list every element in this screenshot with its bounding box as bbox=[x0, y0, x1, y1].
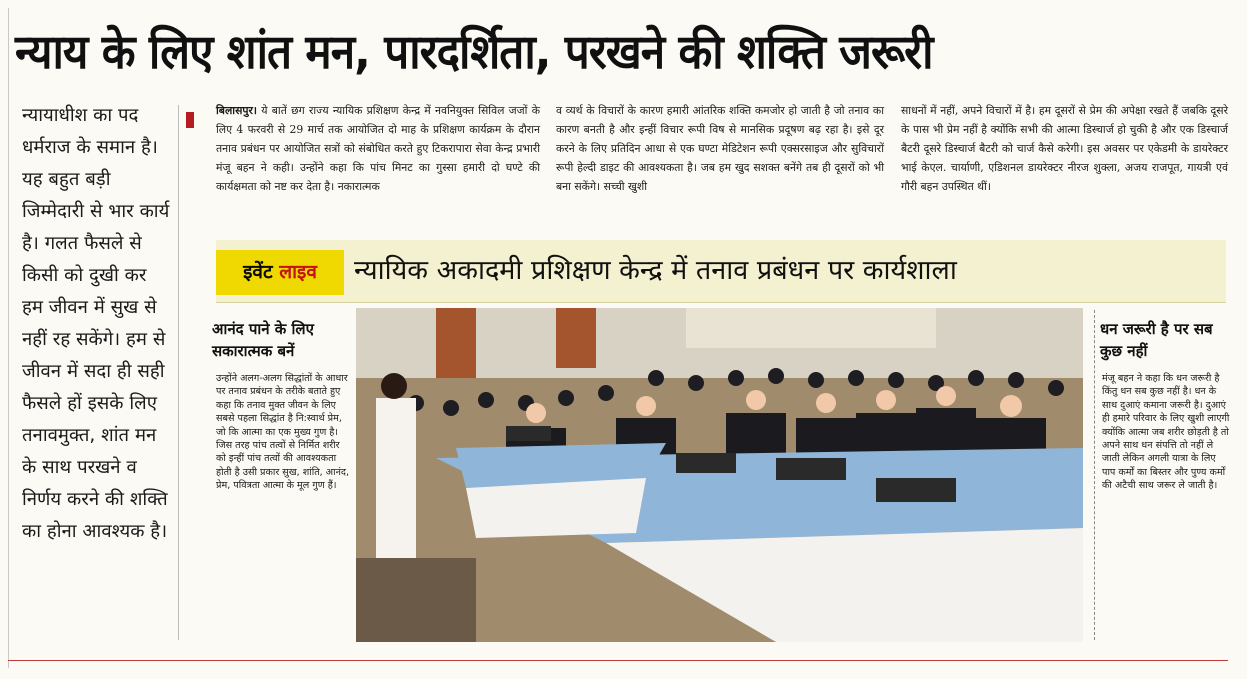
left-box-heading: आनंद पाने के लिए सकारात्मक बनें bbox=[212, 320, 314, 360]
right-box-heading: धन जरूरी है पर सब कुछ नहीं bbox=[1100, 320, 1213, 360]
dateline: बिलासपुर। bbox=[216, 104, 258, 117]
bottom-rule bbox=[8, 660, 1228, 661]
article-column-2: व व्यर्थ के विचारों के कारण हमारी आंतरिक शक्ति कमजोर हो जाती है जो तनाव का कारण बनती है और इन्हीं विचार रूपी विष से मानसिक प्रदूषण बढ़ रहा है। इसे दूर करने के लिए प्रतिदिन आधा से एक घण्टा मेडिटेशन रूपी एक्सरसाइज और सुविचारों रूपी हेल्दी डाइट की आवश्यकता है। जब हम खुद सशक्त बनेंगे तब ही दूसरों को भी बना सकेंगे। सच्ची खुशी bbox=[556, 104, 884, 193]
tag-live: लाइव bbox=[279, 261, 317, 283]
article-column-1 bbox=[216, 101, 540, 196]
event-live-tag bbox=[216, 250, 344, 295]
article-col1-text: ये बातें छग राज्य न्यायिक प्रशिक्षण केन्द्र में नवनियुक्त सिविल जजों के लिए 4 फरवरी से 29 मार्च तक आयोजित दो माह के प्रशिक्षण कार्यक्रम के दौरान तनाव प्रबंधन पर आयोजित सत्रों को संबोधित करते हुए टिकरापारा सेवा केन्द्र प्रभारी मंजू बहन ने कही। उन्होंने कहा कि पांच मिनट का गुस्सा हमारी दो घण्टे की कार्यक्षमता को नष्ट कर देता है। नकारात्मक bbox=[216, 104, 540, 193]
banner-title: न्यायिक अकादमी प्रशिक्षण केन्द्र में तनाव प्रबंधन पर कार्यशाला bbox=[354, 255, 957, 286]
training-session-photo bbox=[356, 308, 1083, 642]
page-edge-line bbox=[8, 8, 9, 668]
photo-illustration bbox=[356, 308, 1083, 642]
headline: न्याय के लिए शांत मन, पारदर्शिता, परखने की शक्ति जरूरी bbox=[15, 24, 933, 80]
left-box-text: उन्होंने अलग-अलग सिद्धांतों के आधार पर तनाव प्रबंधन के तरीके बताते हुए कहा कि तनाव मुक्त जीवन के लिए सबसे पहला सिद्धांत है नि:स्वार्थ प्रेम, जो कि आत्मा का एक मुख्य गुण है। जिस तरह पांच तत्वों से निर्मित शरीर को इन्हीं पांच तत्वों की आवश्यकता होती है उसी प्रकार सुख, शांति, आनंद, प्रेम, पवित्रता आत्मा के मूल गुण हैं। bbox=[216, 373, 350, 492]
right-box-text: मंजू बहन ने कहा कि धन जरूरी है किंतु धन सब कुछ नहीं है। धन के साथ दुआएं कमाना जरूरी है। दुआएं ही हमारे परिवार के लिए खुशी लाएगी क्योंकि आत्मा जब शरीर छोड़ती है तो अपने साथ धन संपत्ति तो नहीं ले जाती लेकिन अगली यात्रा के लिए पाप कर्मों का बिस्तर और पुण्य कर्मों की अटैची साथ जरूर ले जाती है। bbox=[1102, 373, 1230, 492]
article-column-3: साधनों में नहीं, अपने विचारों में है। हम दूसरों से प्रेम की अपेक्षा रखते हैं जबकि दूसरे के पास भी प्रेम नहीं है क्योंकि सभी की आत्मा डिस्चार्ज हो चुकी है और एक डिस्चार्ज बैटरी दूसरे डिस्चार्ज बैटरी को चार्ज कैसे करेगी। इस अवसर पर एकेडमी के डायरेक्टर भाई केएल. चार्याणी, एडिशनल डायरेक्टर नीरज शुक्ला, अजय राजपूत, गायत्री एवं गौरी बहन उपस्थित थीं। bbox=[901, 104, 1228, 193]
column-rule bbox=[178, 105, 179, 640]
red-bullet-marker bbox=[186, 112, 194, 128]
tag-event: इवेंट bbox=[243, 261, 273, 283]
pull-quote: न्यायाधीश का पद धर्मराज के समान है। यह बहुत बड़ी जिम्मेदारी से भार कार्य है। गलत फैसले से किसी को दुखी कर हम जीवन में सुख से नहीं रह सकेंगे। हम से जीवन में सदा ही सही फैसले हों इसके लिए तनावमुक्त, शांत मन के साथ परखने व निर्णय करने की शक्ति का होना आवश्यक है। bbox=[22, 105, 170, 542]
